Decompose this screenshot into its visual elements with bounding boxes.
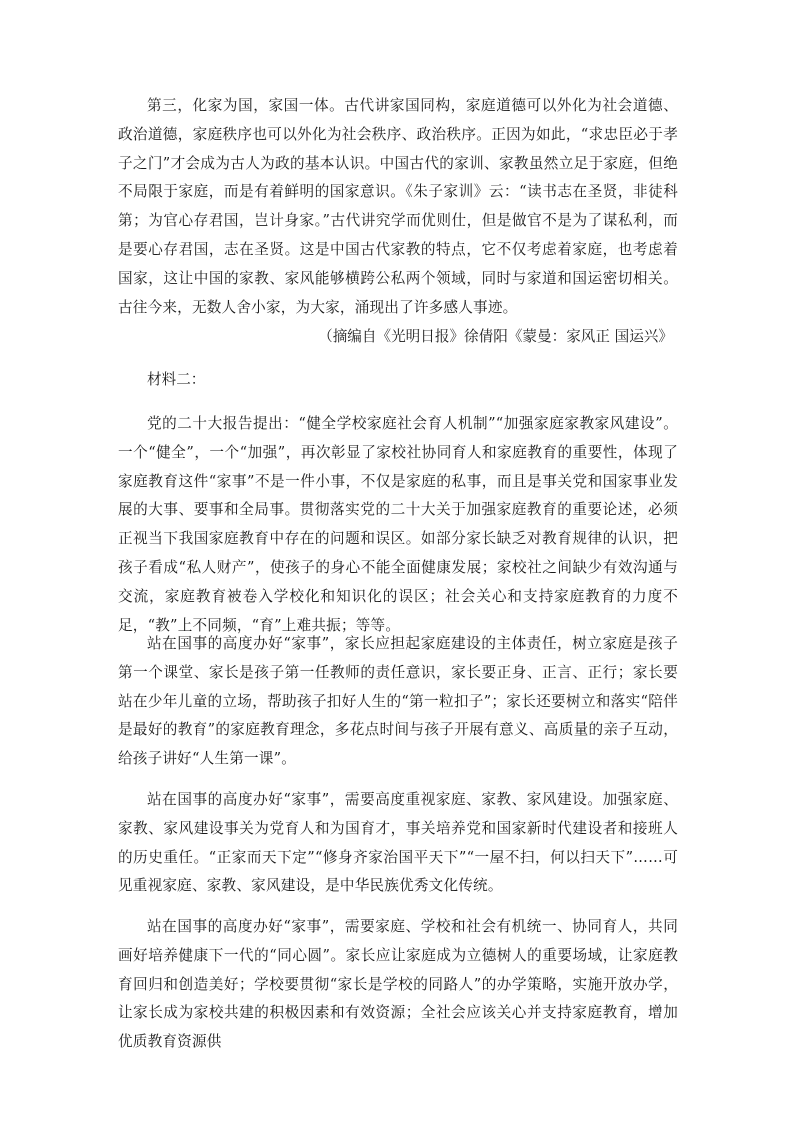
paragraph-parent-responsibility: 站在国事的高度办好“家事”，家长应担起家庭建设的主体责任，树立家庭是孩子第一个课堂、家长是孩子第一任教师的责任意识，家长要正身、正言、正行；家长要站在少年儿童的立场，帮助孩子扣好人生的“第一粒扣子”；家长还要树立和落实“陪伴是最好的教育”的家庭教育理念，多花点时间与孩子开展有意义、高质量的亲子互动，给孩子讲好“人生第一课”。 <box>118 635 678 768</box>
paragraph-family-culture: 站在国事的高度办好“家事”，需要高度重视家庭、家教、家风建设。加强家庭、家教、家风建设事关为党育人和为国育才，事关培养党和国家新时代建设者和接班人的历史重任。“正家而天下定”“修身齐家治国平天下”“一屋不扫，何以扫天下”……可见重视家庭、家教、家风建设，是中华民族优秀文化传统。 <box>118 791 678 895</box>
material-two-label: 材料二： <box>147 371 206 388</box>
source-citation: （摘编自《光明日报》徐倩阳《蒙曼：家风正 国运兴》 <box>318 328 673 345</box>
paragraph-party-report: 党的二十大报告提出：“健全学校家庭社会育人机制”“加强家庭家教家风建设”。一个“健全”，一个“加强”，再次彰显了家校社协同育人和家庭教育的重要性，体现了家庭教育这件“家事”不是一件小事，不仅是家庭的私事，而且是事关党和国家事业发展的大事、要事和全局事。贯彻落实党的二十大关于加强家庭教育的重要论述，必须正视当下我国家庭教育中存在的问题和误区。如部分家长缺乏对教育规律的认识，把孩子看成“私人财产”，使孩子的身心不能全面健康发展；家校社之间缺少有效沟通与交流，家庭教育被卷入学校化和知识化的误区；社会关心和支持家庭教育的力度不足，“教”上不同频，“育”上难共振；等等。 <box>118 415 678 634</box>
paragraph-family-state: 第三，化家为国，家国一体。古代讲家国同构，家庭道德可以外化为社会道德、政治道德，家庭秩序也可以外化为社会秩序、政治秩序。正因为如此，“求忠臣必于孝子之门”才会成为古人为政的基本认识。中国古代的家训、家教虽然立足于家庭，但绝不局限于家庭，而是有着鲜明的国家意识。《朱子家训》云：“读书志在圣贤，非徒科第；为官心存君国，岂计身家。”古代讲究学而优则仕，但是做官不是为了谋私利，而是要心存君国，志在圣贤。这是中国古代家教的特点，它不仅考虑着家庭，也考虑着国家，这让中国的家教、家风能够横跨公私两个领域，同时与家道和国运密切相关。古往今来，无数人舍小家，为大家，涌现出了许多感人事迹。 <box>118 97 678 316</box>
paragraph-collaborative-education: 站在国事的高度办好“家事”，需要家庭、学校和社会有机统一、协同育人，共同画好培养健康下一代的“同心圆”。家长应让家庭成为立德树人的重要场域，让家庭教育回归和创造美好；学校要贯彻“家长是学校的同路人”的办学策略，实施开放办学，让家长成为家校共建的积极因素和有效资源；全社会应该关心并支持家庭教育，增加优质教育资源供 <box>118 918 678 1051</box>
